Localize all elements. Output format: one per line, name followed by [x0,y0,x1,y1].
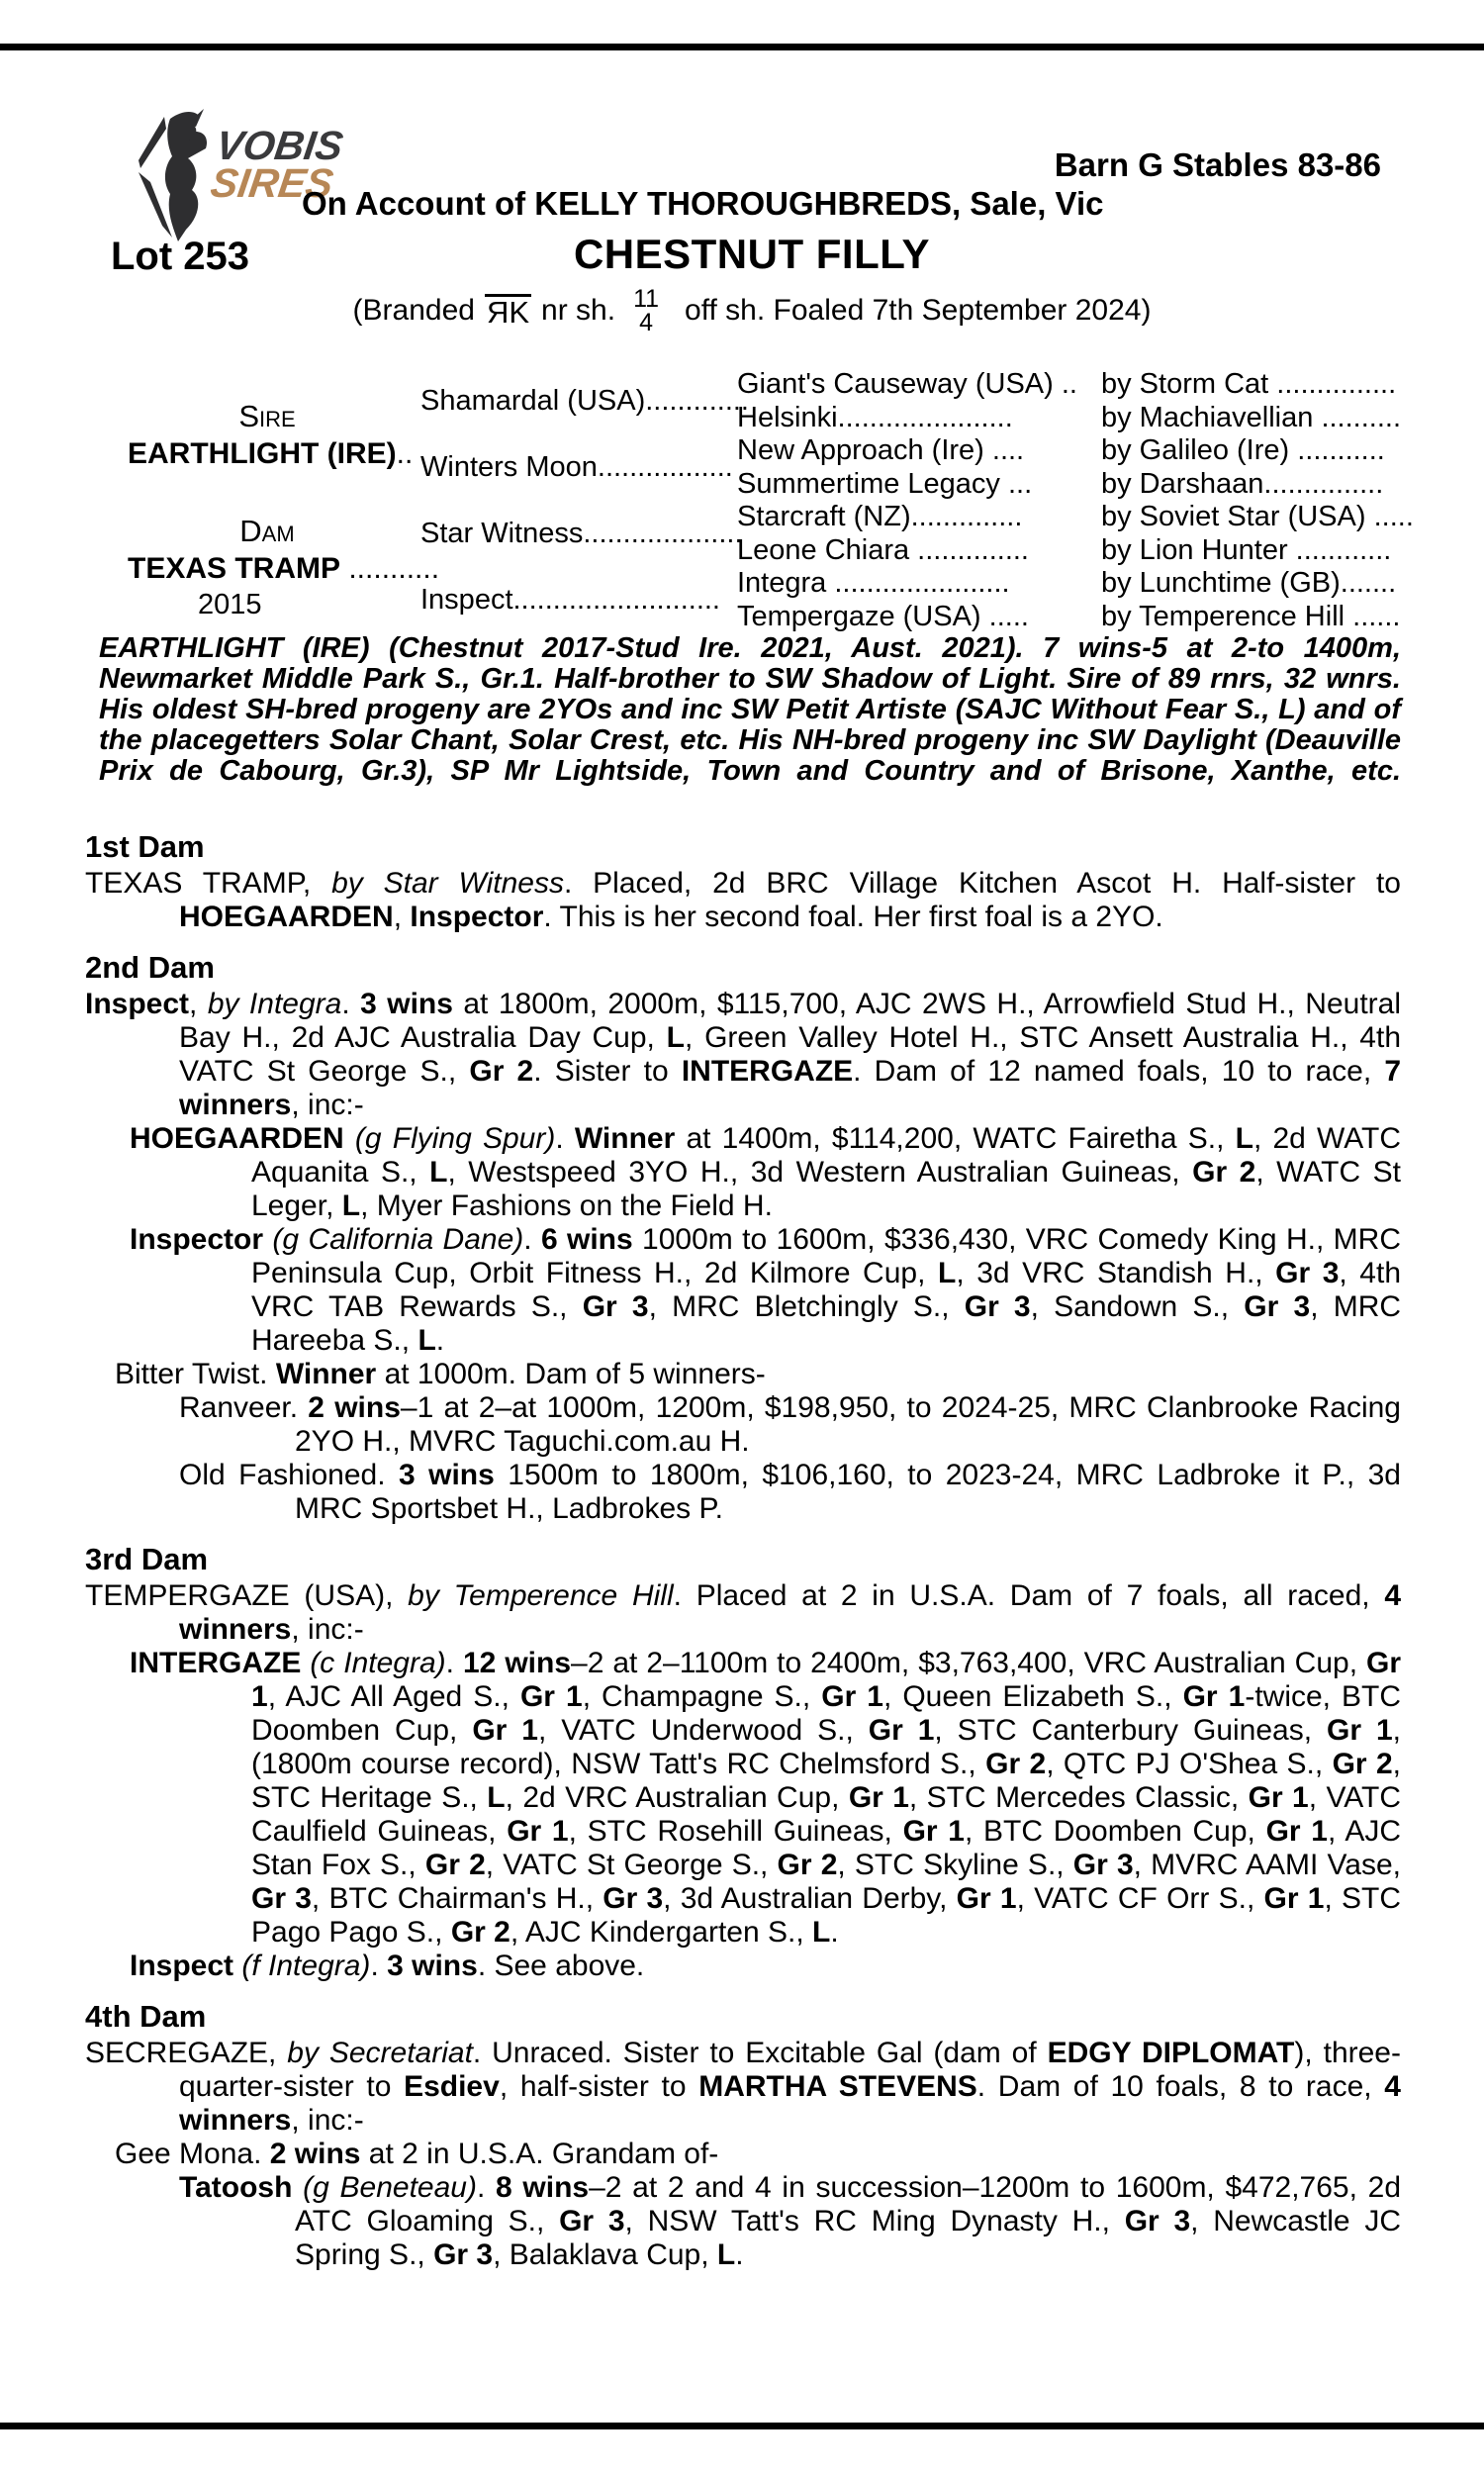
pedigree-paragraph: Old Fashioned. 3 wins 1500m to 1800m, $106,160, to 2023-24, MRC Ladbroke it P., 3d MRC Sportsbet H., Ladbrokes P. [179,1459,1401,1525]
gen3-sire: by Temperence Hill ...... [1101,600,1401,632]
bottom-rule [0,2423,1484,2429]
brand-fraction-bottom: 4 [639,309,653,336]
gen3-name: Starcraft (NZ).............. [737,501,1023,533]
brand-fraction [633,287,659,334]
vendor-account: On Account of KELLY THOROUGHBREDS, Sale, Vic [302,185,1104,222]
pedigree-paragraph: Ranveer. 2 wins–1 at 2–at 1000m, 1200m, $198,950, to 2024-25, MRC Clanbrooke Racing 2YO H., MVRC Taguchi.com.au H. [179,1391,1401,1458]
brand-prefix: (Branded [352,294,475,327]
pedigree-paragraph: Gee Mona. 2 wins at 2 in U.S.A. Grandam of- [115,2138,719,2170]
brand-fraction-top: 11 [633,285,660,313]
gen3-sire: by Lion Hunter ............ [1101,533,1392,566]
dam-name: TEXAS TRAMP ........... [128,551,440,585]
pedigree-paragraph: Inspector (g California Dane). 6 wins 1000m to 1600m, $336,430, VRC Comedy King H., MRC Peninsula Cup, Orbit Fitness H., 2d Kilmore Cup, L, 3d VRC Standish H., Gr 3, 4th VRC TAB Rewards S., Gr 3, MRC Bletchingly S., Gr 3, Sandown S., Gr 3, MRC Hareeba S., L. [130,1223,1402,1357]
dam-section-heading: 4th Dam [85,1999,207,2034]
pedigree-paragraph: Bitter Twist. Winner at 1000m. Dam of 5 winners- [115,1358,766,1390]
sire-note: EARTHLIGHT (IRE) (Chestnut 2017-Stud Ire. 2021, Aust. 2021). 7 wins-5 at 2-to 1400m, Newmarket Middle Park S., Gr.1. Half-brother to SW Shadow of Light. Sire of 89 rnrs, 32 wnrs. His oldest SH-bred progeny are 2YOs and inc SW Petit Artiste (SAJC Without Fear S., L) and of the placegetters Solar Chant, Solar Crest, etc. His NH-bred progeny inc SW Daylight (Deauville Prix de Cabourg, Gr.3), SP Mr Lightside, Town and Country and of Brisone, Xanthe, etc. [99,632,1401,787]
grandsire: Shamardal (USA)............. [420,385,749,417]
brand-mark: ЯK [486,295,530,330]
sire-label: Sire [238,398,296,433]
brand-mid: nr sh. [541,294,616,327]
logo-word-vobis: VOBIS [213,123,346,168]
top-rule [0,44,1484,50]
gen3-sire: by Storm Cat ............... [1101,368,1397,401]
sire-name: EARTHLIGHT (IRE).. [128,436,414,470]
damsire: Star Witness.................... [420,518,743,549]
dam-section-heading: 1st Dam [85,829,205,864]
pedigree-sections [85,829,1401,2272]
sire-cell [114,368,420,501]
gen3-sire: by Soviet Star (USA) ..... [1101,501,1414,533]
brand-suffix: off sh. Foaled 7th September 2024) [685,294,1152,327]
logo-word-sires: SIRES [208,160,336,207]
dam-label: Dam [239,513,295,548]
pedigree-paragraph: HOEGAARDEN (g Flying Spur). Winner at 1400m, $114,200, WATC Fairetha S., L, 2d WATC Aquanita S., L, Westspeed 3YO H., 3d Western Australian Guineas, Gr 2, WATC St Leger, L, Myer Fashions on the Field H. [130,1122,1402,1222]
pedigree-paragraph: INTERGAZE (c Integra). 12 wins–2 at 2–1100m to 2400m, $3,763,400, VRC Australian Cup, Gr 1, AJC All Aged S., Gr 1, Champagne S., Gr 1, Queen Elizabeth S., Gr 1-twice, BTC Doomben Cup, Gr 1, VATC Underwood S., Gr 1, STC Canterbury Guineas, Gr 1, (1800m course record), NSW Tatt's RC Chelmsford S., Gr 2, QTC PJ O'Shea S., Gr 2, STC Heritage S., L, 2d VRC Australian Cup, Gr 1, STC Mercedes Classic, Gr 1, VATC Caulfield Guineas, Gr 1, STC Rosehill Guineas, Gr 1, BTC Doomben Cup, Gr 1, AJC Stan Fox S., Gr 2, VATC St George S., Gr 2, STC Skyline S., Gr 3, MVRC AAMI Vase, Gr 3, BTC Chairman's H., Gr 3, 3d Australian Derby, Gr 1, VATC CF Orr S., Gr 1, STC Pago Pago S., Gr 2, AJC Kindergarten S., L. [130,1647,1402,1949]
gen3-name: Integra ...................... [737,567,1010,600]
dam-section-heading: 2nd Dam [85,950,215,985]
pedigree-paragraph: Inspect, by Integra. 3 wins at 1800m, 2000m, $115,700, AJC 2WS H., Arrowfield Stud H., Neutral Bay H., 2d AJC Australia Day Cup, L, Green Valley Hotel H., STC Ansett Australia H., 4th VATC St George S., Gr 2. Sister to INTERGAZE. Dam of 12 named foals, 10 to race, 7 winners, inc:- [85,988,1402,1121]
gen3-name: Tempergaze (USA) ..... [737,600,1029,632]
brand-line [0,287,1484,334]
dam-cell [114,501,440,633]
pedigree-paragraph: SECREGAZE, by Secretariat. Unraced. Sister to Excitable Gal (dam of EDGY DIPLOMAT), three-quarter-sister to Esdiev, half-sister to MARTHA STEVENS. Dam of 10 foals, 8 to race, 4 winners, inc:- [85,2037,1401,2137]
pedigree-paragraph: TEMPERGAZE (USA), by Temperence Hill. Placed at 2 in U.S.A. Dam of 7 foals, all raced, 4 winners, inc:- [85,1579,1402,1646]
barn-location: Barn G Stables 83-86 [1054,146,1381,183]
gen3-name: Helsinki...................... [737,401,1013,433]
pedigree-table [114,368,1414,633]
dam-section-heading: 3rd Dam [85,1542,209,1576]
gen3-name: Summertime Legacy ... [737,467,1033,500]
gen3-sire: by Lunchtime (GB)....... [1101,567,1397,600]
second-dam: Inspect.......................... [420,584,720,616]
gen3-sire: by Darshaan............... [1101,467,1384,500]
pedigree-paragraph: Inspect (f Integra). 3 wins. See above. [130,1950,645,1982]
pedigree-paragraph: Tatoosh (g Beneteau). 8 wins–2 at 2 and 4 in succession–1200m to 1600m, $472,765, 2d ATC Gloaming S., Gr 3, NSW Tatt's RC Ming Dynasty H., Gr 3, Newcastle JC Spring S., Gr 3, Balaklava Cup, L. [179,2171,1402,2271]
dam-year: 2015 [198,588,262,620]
gen3-name: Giant's Causeway (USA) .. [737,368,1077,401]
page-title: CHESTNUT FILLY [573,231,931,277]
lot-number: Lot 253 [111,235,250,278]
pedigree-paragraph: TEXAS TRAMP, by Star Witness. Placed, 2d BRC Village Kitchen Ascot H. Half-sister to HOEGAARDEN, Inspector. This is her second foal. Her first foal is a 2YO. [85,867,1401,933]
gen3-sire: by Machiavellian .......... [1101,401,1402,433]
granddam: Winters Moon................. [420,451,733,483]
gen3-name: Leone Chiara .............. [737,533,1029,566]
gen3-sire: by Galileo (Ire) ........... [1101,434,1385,467]
gen3-name: New Approach (Ire) .... [737,434,1025,467]
